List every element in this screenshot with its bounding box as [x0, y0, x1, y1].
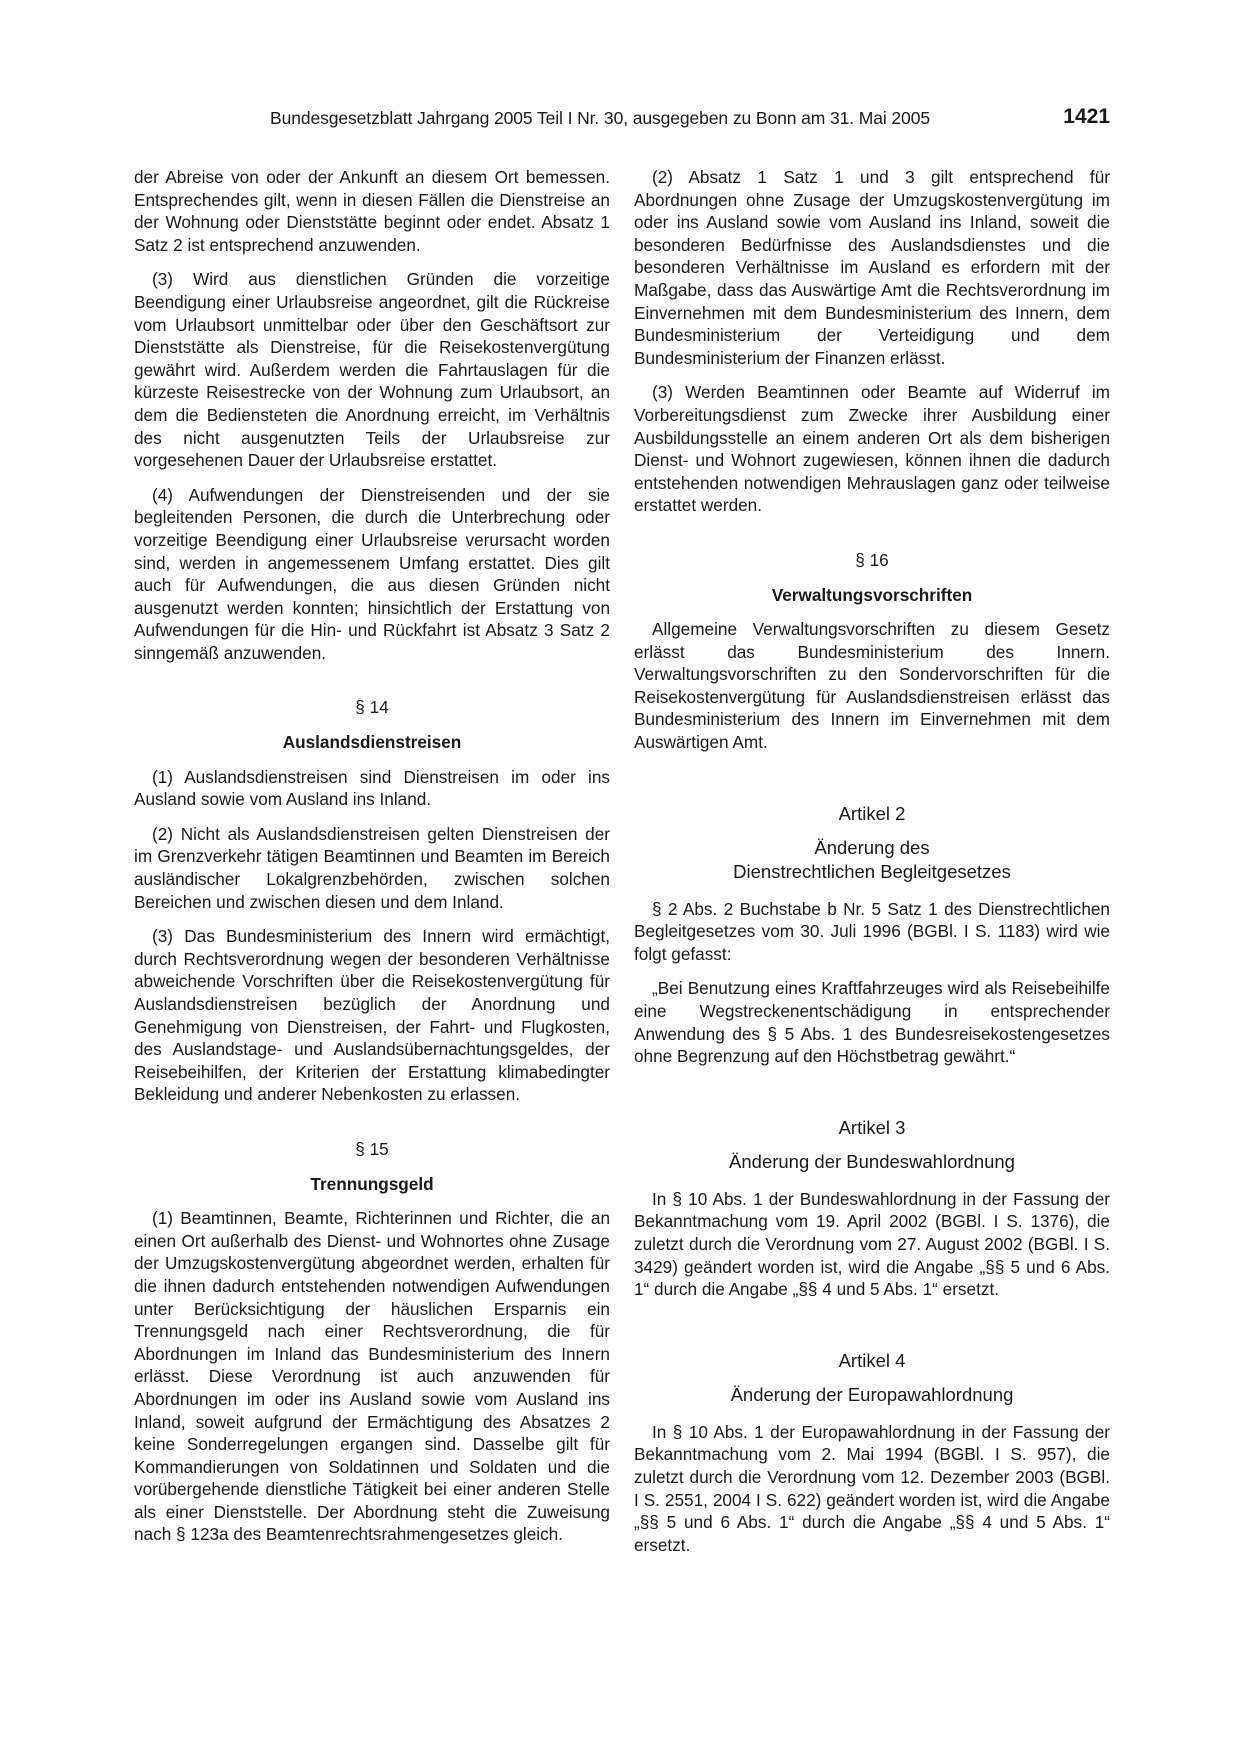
paragraph: In § 10 Abs. 1 der Europawahlordnung in der Fassung der Bekanntmachung vom 2. Mai 1994 (BGBl. I S. 957), die zuletzt durch die Verordnung vom 12. Dezember 2003 (BGBl. I S. 2551, 2004 I S. 622) geändert worden ist, wird die Angabe „§§ 5 und 6 Abs. 1“ durch die Angabe „§§ 4 und 5 Abs. 1“ ersetzt. — [634, 1421, 1110, 1555]
article-title-line: Dienstrechtlichen Begleitgesetzes — [733, 860, 1011, 882]
paragraph: (3) Werden Beamtinnen oder Beamte auf Widerruf im Vorbereitungsdienst zum Zwecke ihrer Ausbildung einer Ausbildungsstelle an einem anderen Ort als dem bisherigen Dienst- und Wohnort zugewiesen, können ihnen die dadurch entstehenden notwendigen Mehrauslagen ganz oder teilweise erstattet werden. — [634, 382, 1110, 516]
paragraph: § 2 Abs. 2 Buchstabe b Nr. 5 Satz 1 des Dienstrechtlichen Begleitgesetzes vom 30. Juli 1996 (BGBl. I S. 1183) wird wie folgt gefasst: — [634, 898, 1110, 964]
section-title: Verwaltungsvorschriften — [771, 584, 973, 605]
page-number: 1421 — [1063, 105, 1110, 128]
paragraph: der Abreise von oder der Ankunft an diesem Ort bemessen. Entsprechendes gilt, wenn in diesen Fällen die Dienstreise an der Wohnung oder Dienststätte beginnt oder endet. Absatz 1 Satz 2 ist entsprechend anzuwenden. — [134, 167, 610, 255]
paragraph: In § 10 Abs. 1 der Bundeswahlordnung in der Fassung der Bekanntmachung vom 19. April 2002 (BGBl. I S. 1376), die zuletzt durch die Verordnung vom 27. August 2002 (BGBl. I S. 3429) geändert worden ist, wird die Angabe „§§ 5 und 6 Abs. 1“ durch die Angabe „§§ 4 und 5 Abs. 1“ ersetzt. — [634, 1188, 1110, 1300]
article-number: Artikel 4 — [838, 1349, 906, 1371]
article-number: Artikel 2 — [838, 802, 906, 824]
left-column — [134, 166, 610, 1558]
paragraph: Allgemeine Verwaltungsvorschriften zu diesem Gesetz erlässt das Bundesministerium des Innern. Verwaltungsvorschriften zu den Sondervorschriften für die Reisekostenvergütung für Auslandsdienstreisen erlässt das Bundesministerium des Innern im Einvernehmen mit dem Auswärtigen Amt. — [634, 619, 1110, 753]
article-title: Änderung der Bundeswahlordnung — [729, 1150, 1015, 1172]
paragraph: (1) Beamtinnen, Beamte, Richterinnen und Richter, die an einen Ort außerhalb des Dienst- und Wohnortes ohne Zusage der Umzugskostenvergütung abgeordnet werden, erhalten für die ihnen dadurch entstehenden notwendigen Aufwendungen unter Berücksichtigung der häuslichen Ersparnis ein Trennungsgeld nach einer Rechtsverordnung, die für Abordnungen im Inland das Bundesministerium des Innern erlässt. Diese Verordnung ist auch anzuwenden für Abordnungen im oder ins Ausland sowie vom Ausland ins Inland, soweit aufgrund der Ermächtigung des Absatzes 2 keine Sonderregelungen ergangen sind. Dasselbe gilt für Kommandierungen von Soldatinnen und Soldaten und die vorübergehende dienstliche Tätigkeit bei einer anderen Stelle als einer Dienststelle. Der Abordnung steht die Zuweisung nach § 123a des Beamtenrechtsrahmengesetzes gleich. — [134, 1208, 610, 1545]
page-header — [134, 105, 1110, 136]
section-number: § 15 — [355, 1138, 389, 1159]
paragraph: (2) Absatz 1 Satz 1 und 3 gilt entsprechend für Abordnungen ohne Zusage der Umzugskostenvergütung im oder ins Ausland sowie vom Ausland ins Inland, soweit die besonderen Bedürfnisse des Auslandsdienstes und die besonderen Verhältnisse im Ausland es erfordern mit der Maßgabe, dass das Auswärtige Amt die Rechtsverordnung im Einvernehmen mit dem Bundesministerium des Innern, dem Bundesministerium der Verteidigung und dem Bundesministerium der Finanzen erlässt. — [634, 167, 1110, 368]
article-title-line: Änderung des — [814, 836, 930, 858]
header-title: Bundesgesetzblatt Jahrgang 2005 Teil I Nr. 30, ausgegeben zu Bonn am 31. Mai 2005 — [270, 108, 930, 128]
article-number: Artikel 3 — [838, 1116, 906, 1138]
section-title: Trennungsgeld — [310, 1173, 434, 1194]
paragraph: (2) Nicht als Auslandsdienstreisen gelten Dienstreisen der im Grenzverkehr tätigen Beamtinnen und Beamten im Bereich ausländischer Lokalgrenzbehörden, zwischen solchen Bereichen und zwischen diesen und dem Inland. — [134, 823, 610, 912]
paragraph: „Bei Benutzung eines Kraftfahrzeuges wird als Reisebeihilfe eine Wegstreckenentschädigung in entsprechender Anwendung des § 5 Abs. 1 des Bundesreisekostengesetzes ohne Begrenzung auf den Höchstbetrag gewährt.“ — [634, 978, 1110, 1067]
article-title: Änderung der Europawahlordnung — [730, 1383, 1014, 1405]
section-number: § 14 — [355, 697, 389, 718]
paragraph: (3) Das Bundesministerium des Innern wird ermächtigt, durch Rechtsverordnung wegen der besonderen Verhältnisse abweichende Vorschriften über die Reisekostenvergütung für Auslandsdienstreisen bezüglich der Anordnung und Genehmigung von Dienstreisen, der Fahrt- und Flugkosten, des Auslandstage- und Auslandsübernachtungsgeldes, der Reisebeihilfen, der Kriterien der Erstattung klimabedingter Bekleidung und anderer Nebenkosten zu erlassen. — [134, 926, 610, 1105]
section-number: § 16 — [855, 549, 889, 570]
paragraph: (1) Auslandsdienstreisen sind Dienstreisen im oder ins Ausland sowie vom Ausland ins Inland. — [134, 766, 610, 810]
right-column — [634, 166, 1110, 1568]
article-title — [634, 836, 1110, 884]
paragraph: (4) Aufwendungen der Dienstreisenden und der sie begleitenden Personen, die durch die Unterbrechung oder vorzeitige Beendigung einer Urlaubsreise verursacht worden sind, werden in angemessenem Umfang erstattet. Dies gilt auch für Aufwendungen, die aus diesen Gründen nicht ausgenutzt werden konnten; hinsichtlich der Erstattung von Aufwendungen für die Hin- und Rückfahrt ist Absatz 3 Satz 2 sinngemäß anzuwenden. — [134, 484, 610, 663]
paragraph: (3) Wird aus dienstlichen Gründen die vorzeitige Beendigung einer Urlaubsreise angeordnet, gilt die Rückreise vom Urlaubsort unmittelbar oder über den Geschäftsort zur Dienststätte als Dienstreise, für die Reisekostenvergütung gewährt wird. Außerdem werden die Fahrtauslagen für die kürzeste Reisestrecke von der Wohnung zum Urlaubsort, an dem die Bediensteten die Anordnung erreicht, im Verhältnis des nicht ausgenutzten Teils der Urlaubsreise zur vorgesehenen Dauer der Urlaubsreise erstattet. — [134, 269, 610, 471]
section-title: Auslandsdienstreisen — [282, 732, 462, 753]
